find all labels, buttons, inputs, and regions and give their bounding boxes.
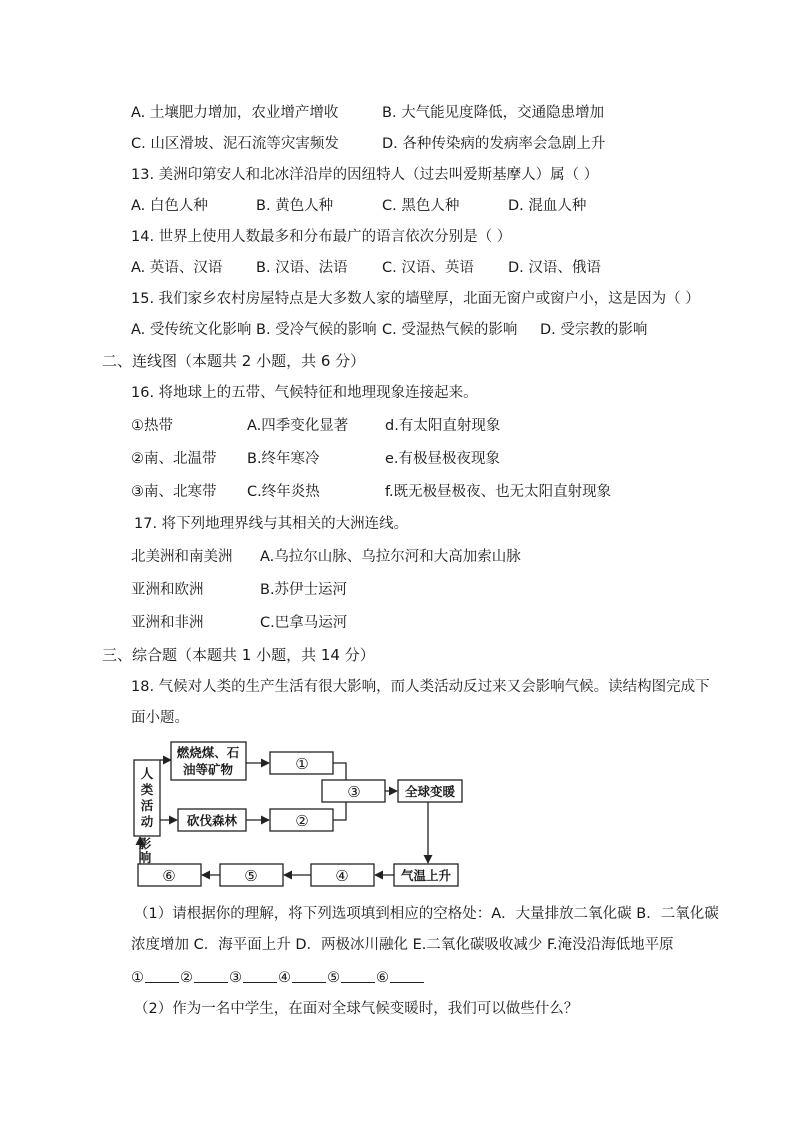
- blank-label-2: ②: [180, 970, 193, 986]
- warming-label: 全球变暖: [404, 784, 456, 799]
- q16-stem: 16. 将地球上的五带、气候特征和地理现象连接起来。: [131, 385, 478, 401]
- q12-option-c: C. 山区滑坡、泥石流等灾害频发: [131, 136, 339, 152]
- box-1-label: ①: [295, 755, 309, 773]
- deforest-label: 砍伐森林: [186, 813, 238, 828]
- q16-phenomenon-e: e.有极昼极夜现象: [385, 451, 501, 467]
- burn-label-1: 燃烧煤、石: [176, 745, 240, 760]
- influence-char-1: 影: [138, 836, 152, 851]
- box-5-label: ⑤: [244, 867, 258, 885]
- q16-zone-1: ①热带: [131, 418, 173, 434]
- q12-option-a: A. 土壤肥力增加，农业增产增收: [131, 105, 339, 121]
- q15-option-d: D. 受宗教的影响: [540, 322, 648, 338]
- q17-continent-1: 北美洲和南美洲: [131, 549, 233, 565]
- q13-option-d: D. 混血人种: [508, 198, 587, 214]
- blank-label-4: ④: [278, 970, 291, 986]
- q18-sub1-line2: 浓度增加 C．海平面上升 D．两极冰川融化 E.二氧化碳吸收减少 F.淹没沿海低地平原: [131, 937, 674, 953]
- blank-6[interactable]: [390, 968, 424, 983]
- q12-option-d: D. 各种传染病的发病率会急剧上升: [382, 136, 606, 152]
- box-6-label: ⑥: [162, 867, 176, 885]
- human-activity-char-3: 活: [140, 798, 154, 813]
- q17-continent-3: 亚洲和非洲: [131, 615, 204, 631]
- q15-option-c: C. 受湿热气候的影响: [382, 322, 518, 338]
- q16-zone-3: ③南、北寒带: [131, 484, 217, 500]
- q14-option-a: A. 英语、汉语: [131, 260, 223, 276]
- climate-structure-diagram: [128, 738, 468, 890]
- blank-label-5: ⑤: [327, 970, 340, 986]
- temp-rise-label: 气温上升: [400, 868, 452, 883]
- q17-stem: 17. 将下列地理界线与其相关的大洲连线。: [134, 516, 409, 532]
- human-activity-char-4: 动: [140, 814, 154, 829]
- box-2-label: ②: [295, 812, 309, 830]
- human-activity-char-1: 人: [140, 766, 154, 781]
- burn-label-2: 油等矿物: [182, 762, 234, 777]
- q16-zone-2: ②南、北温带: [131, 451, 217, 467]
- q13-option-b: B. 黄色人种: [256, 198, 334, 214]
- q15-option-a: A. 受传统文化影响: [131, 322, 252, 338]
- blank-label-1: ①: [131, 970, 144, 986]
- blank-label-3: ③: [229, 970, 242, 986]
- q18-sub2: （2）作为一名中学生，在面对全球气候变暖时，我们可以做些什么？: [134, 1001, 579, 1017]
- q18-sub1-line1: （1）请根据你的理解，将下列选项填到相应的空格处：A．大量排放二氧化碳 B．二氧化碳: [134, 906, 719, 922]
- blank-5[interactable]: [341, 968, 375, 983]
- q17-boundary-a: A.乌拉尔山脉、乌拉尔河和大高加索山脉: [260, 549, 521, 565]
- q17-continent-2: 亚洲和欧洲: [131, 582, 204, 598]
- q16-climate-b: B.终年寒冷: [247, 451, 320, 467]
- human-activity-char-2: 类: [140, 782, 154, 797]
- q16-phenomenon-d: d.有太阳直射现象: [385, 418, 501, 434]
- blank-1[interactable]: [145, 968, 179, 983]
- box-4-label: ④: [335, 867, 349, 885]
- blank-2[interactable]: [194, 968, 228, 983]
- q12-option-b: B. 大气能见度降低，交通隐患增加: [382, 105, 605, 121]
- q16-climate-c: C.终年炎热: [247, 484, 320, 500]
- q13-option-c: C. 黑色人种: [382, 198, 460, 214]
- section-2-title: 二、连线图（本题共 2 小题，共 6 分）: [102, 352, 366, 370]
- q18-stem-line1: 18. 气候对人类的生产生活有很大影响，而人类活动反过来又会影响气候。读结构图完成下: [131, 679, 710, 695]
- blank-3[interactable]: [243, 968, 277, 983]
- q14-option-c: C. 汉语、英语: [382, 260, 474, 276]
- q16-climate-a: A.四季变化显著: [247, 418, 349, 434]
- q16-phenomenon-f: f.既无极昼极夜、也无太阳直射现象: [385, 484, 612, 500]
- q13-option-a: A. 白色人种: [131, 198, 208, 214]
- influence-char-2: 响: [138, 850, 152, 865]
- q18-stem-line2: 面小题。: [131, 710, 189, 726]
- blank-label-6: ⑥: [376, 970, 389, 986]
- q14-stem: 14. 世界上使用人数最多和分布最广的语言依次分别是（ ）: [131, 229, 512, 245]
- q18-blanks-row: [131, 968, 425, 988]
- q13-stem: 13. 美洲印第安人和北冰洋沿岸的因纽特人（过去叫爱斯基摩人）属（ ）: [131, 167, 599, 183]
- q14-option-d: D. 汉语、俄语: [508, 260, 601, 276]
- box-3-label: ③: [347, 783, 361, 801]
- section-3-title: 三、综合题（本题共 1 小题，共 14 分）: [102, 646, 375, 664]
- q17-boundary-c: C.巴拿马运河: [260, 615, 348, 631]
- q15-option-b: B. 受冷气候的影响: [256, 322, 377, 338]
- q15-stem: 15. 我们家乡农村房屋特点是大多数人家的墙壁厚，北面无窗户或窗户小，这是因为（ ）: [131, 291, 700, 307]
- q17-boundary-b: B.苏伊士运河: [260, 582, 348, 598]
- blank-4[interactable]: [292, 968, 326, 983]
- q14-option-b: B. 汉语、法语: [256, 260, 348, 276]
